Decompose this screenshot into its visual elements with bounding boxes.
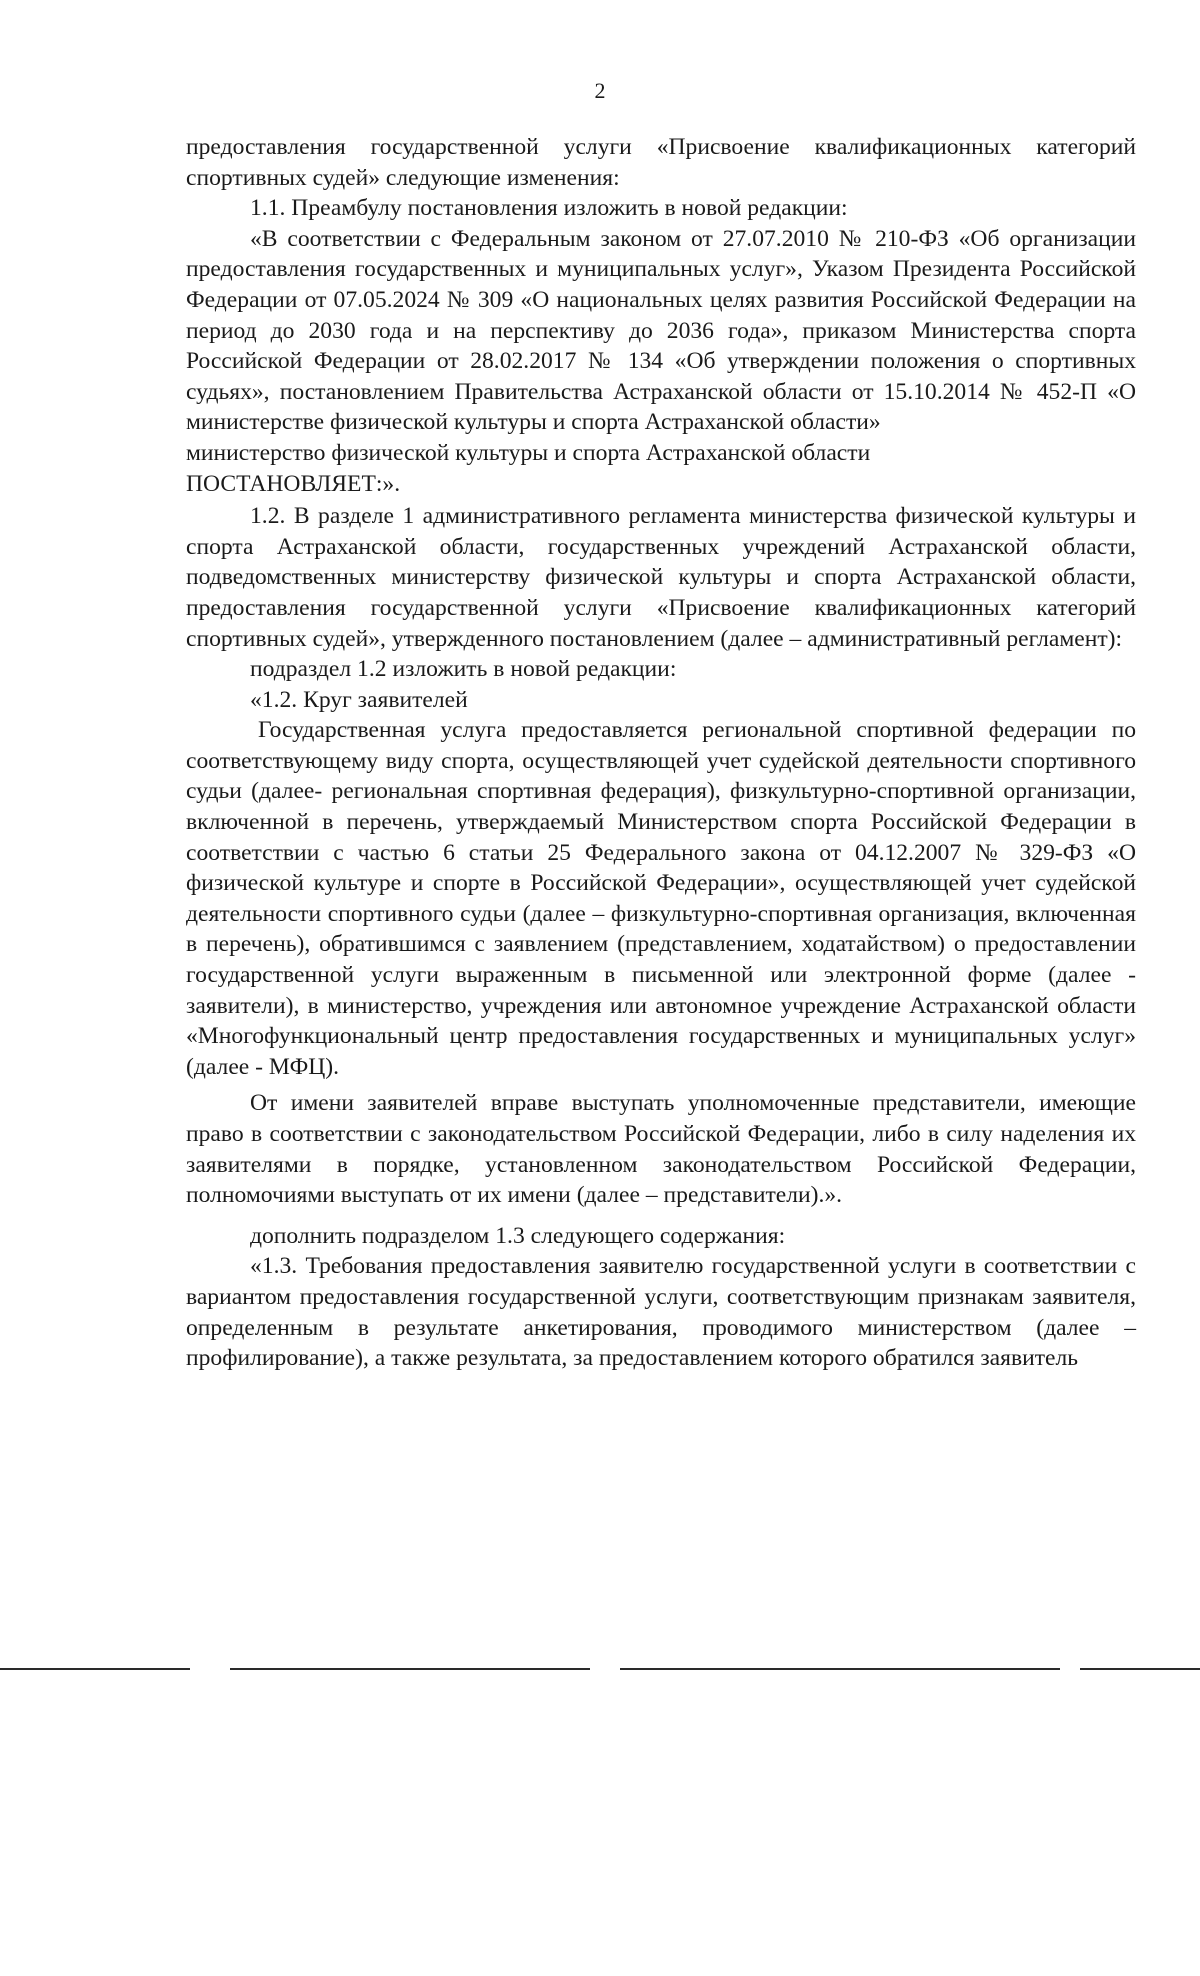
paragraph-applicants-heading: «1.2. Круг заявителей [250, 686, 468, 713]
paragraph-preamble: «В соответствии с Федеральным законом от 27.07.2010 № 210-ФЗ «Об организации предоставления государственных и муниципальных услуг», Указом Президента Российской Федерации от 07.05.2024 № 309 «О национальных целях развития Российской Федерации на период до 2030 года и на перспективу до 2036 года», приказом Министерства спорта Российской Федерации от 28.02.2017 № 134 «Об утверждении положения о спортивных судьях», постановлением Правительства Астраханской области от 15.10.2014 № 452-П «О министерстве физической культуры и спорта Астраханской области» [186, 225, 1136, 436]
bottom-scan-line [0, 1668, 1200, 1671]
paragraph-resolves: ПОСТАНОВЛЯЕТ:». [186, 470, 401, 497]
paragraph-subsection-1-2-intro: подраздел 1.2 изложить в новой редакции: [250, 656, 677, 683]
page-number: 2 [594, 78, 606, 103]
paragraph-requirements-1-3: «1.3. Требования предоставления заявителю государственной услуги в соответствии с вариантом предоставления государственной услуги, соответствующим признакам заявителя, определенным в результате анкетирования, проводимого министерством (далее – профилирование), а также результата, за предоставлением которого обратился заявитель [186, 1253, 1136, 1372]
paragraph-representatives: От имени заявителей вправе выступать уполномоченные представители, имеющие право в соответствии с законодательством Российской Федерации, либо в силу наделения их заявителями в порядке, установленном законодательством Российской Федерации, полномочиями выступать от их имени (далее – представители).». [186, 1090, 1136, 1209]
scan-line-segment [230, 1668, 590, 1670]
scan-line-segment [0, 1668, 190, 1670]
paragraph-1-2: 1.2. В разделе 1 административного регламента министерства физической культуры и спорта Астраханской области, государственных учреждений Астраханской области, подведомственных министерству физической культуры и спорта Астраханской области, предоставления государственной услуги «Присвоение квалификационных категорий спортивных судей», утвержденного постановлением (далее – административный регламент): [186, 503, 1136, 652]
scan-line-segment [620, 1668, 1060, 1670]
paragraph-service-provision: Государственная услуга предоставляется региональной спортивной федерации по соответствующему виду спорта, осуществляющей учет судейской деятельности спортивного судьи (далее- региональная спортивная федерация), физкультурно-спортивной организации, включенной в перечень, утверждаемый Министерством спорта Российской Федерации в соответствии с частью 6 статьи 25 Федерального закона от 04.12.2007 № 329-ФЗ «О физической культуре и спорте в Российской Федерации», осуществляющей учет судейской деятельности спортивного судьи (далее – физкультурно-спортивная организация, включенная в перечень), обратившимся с заявлением (представлением, ходатайством) о предоставлении государственной услуги выраженным в письменной или электронной форме (далее - заявители), в министерство, учреждения или автономное учреждение Астраханской области «Многофункциональный центр предоставления государственных и муниципальных услуг» (далее - МФЦ). [186, 717, 1136, 1080]
scan-line-segment [1080, 1668, 1200, 1670]
paragraph-intro: предоставления государственной услуги «Присвоение квалификационных категорий спортивных судей» следующие изменения: [186, 134, 1136, 191]
document-body [186, 132, 1136, 1374]
paragraph-ministry: министерство физической культуры и спорта Астраханской области [186, 439, 871, 466]
paragraph-add-subsection-1-3: дополнить подразделом 1.3 следующего содержания: [250, 1222, 786, 1249]
paragraph-1-1: 1.1. Преамбулу постановления изложить в новой редакции: [250, 195, 848, 222]
